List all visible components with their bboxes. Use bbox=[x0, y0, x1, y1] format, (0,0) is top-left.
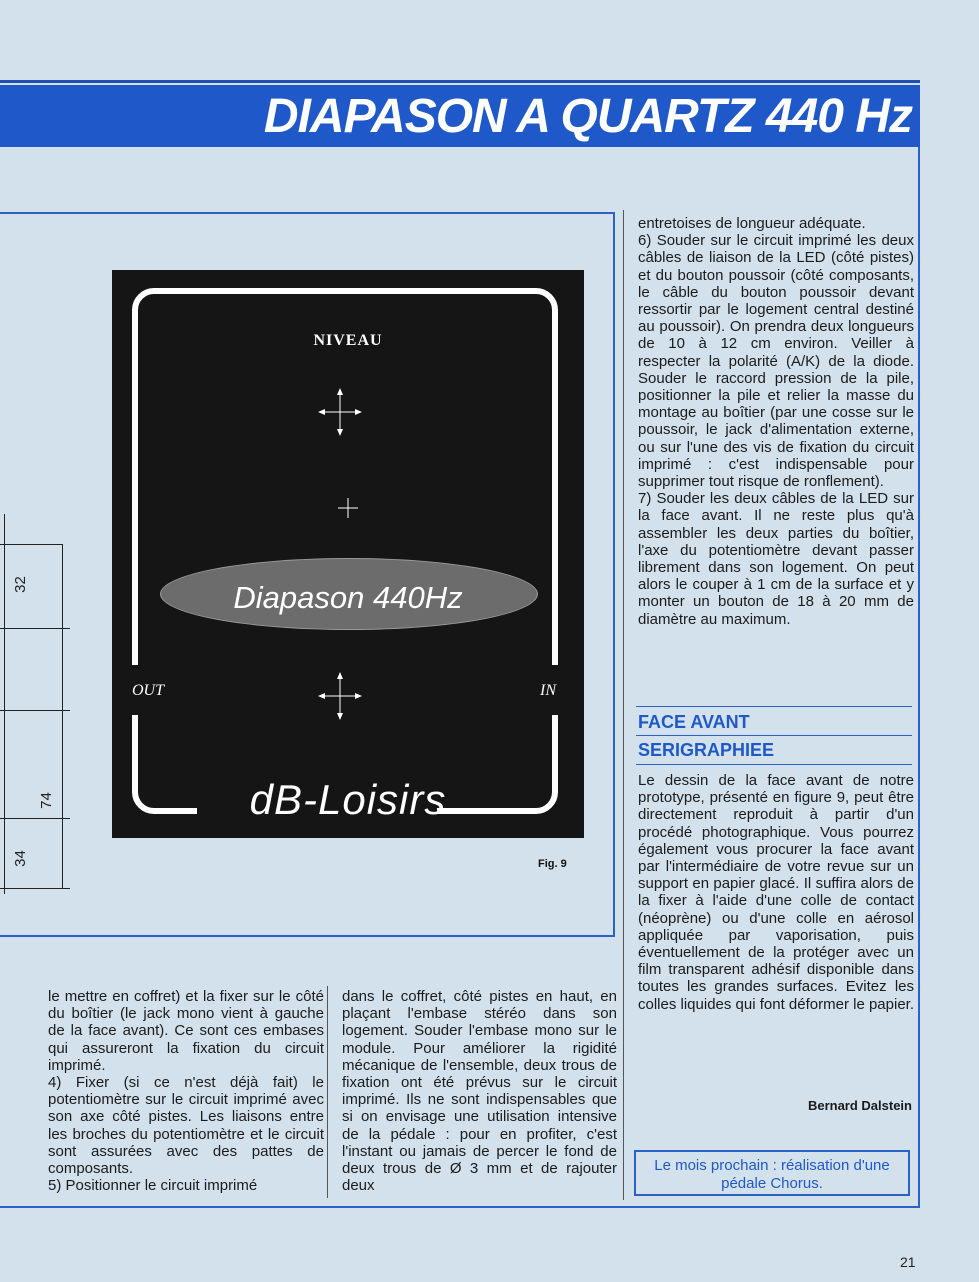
dimension-label: 32 bbox=[11, 576, 29, 593]
dimension-line bbox=[0, 544, 62, 545]
panel-label-niveau: NIVEAU bbox=[313, 332, 383, 349]
heading-rule bbox=[636, 764, 912, 765]
body-text: le mettre en coffret) et la fixer sur le côté du boîtier (le jack mono vient à gauche de la face avant). Ce sont ces embases qui assureront la fixation du circuit imprimé. 4) Fixer (si ce n'est déjà fait) le potentiomètre sur le circuit imprimé avec son axe côté pistes. Les liaisons entre les broches du potentiomètre et le circuit sont assurées avec des pattes de composants. 5) Positionner le circuit imprimé bbox=[48, 988, 324, 1195]
section-text bbox=[638, 772, 914, 1013]
panel-label-in: IN bbox=[540, 682, 556, 699]
text-column-3 bbox=[638, 215, 914, 628]
dimension-line bbox=[0, 888, 70, 889]
text-column-2 bbox=[342, 988, 617, 1194]
panel-label-out: OUT bbox=[132, 682, 165, 699]
dimension-line bbox=[0, 628, 70, 629]
title-banner bbox=[0, 85, 920, 147]
crosshair-arrows-icon bbox=[318, 670, 362, 722]
dimension-label: 34 bbox=[11, 850, 29, 867]
dimension-line bbox=[4, 514, 5, 894]
next-issue-text: Le mois prochain : réalisation d'une pédale Chorus. bbox=[654, 1157, 890, 1192]
body-text: entretoises de longueur adéquate. 6) Souder sur le circuit imprimé les deux câbles de liaison de la LED (côté pistes) et du bouton poussoir (côté composants, le câble du bouton poussoir devant ressortir par le logement central destiné au poussoir). On prendra deux longueurs de 10 à 12 cm environ. Veiller à respecter la polarité (A/K) de la diode. Souder le raccord pression de la pile, positionner la pile et relier la masse du montage au boîtier (par une cosse sur le poussoir, le jack d'alimentation externe, ou sur l'une des vis de fixation du circuit imprimé : c'est indispensable pour supprimer tout risque de ronflement). 7) Souder les deux câbles de la LED sur la face avant. Il ne reste plus qu'à assembler les deux parties du boîtier, l'axe du potentiomètre devant passer librement dans son logement. On peut alors le couper à 1 cm de la surface et y monter un bouton de 18 à 20 mm de diamètre au maximum. bbox=[638, 215, 914, 628]
page-number: 21 bbox=[900, 1254, 916, 1270]
crosshair-arrows-icon bbox=[318, 386, 362, 438]
dimension-label: 74 bbox=[37, 792, 55, 809]
next-issue-box bbox=[634, 1150, 910, 1196]
crosshair-icon bbox=[338, 498, 358, 518]
panel-device-name: Diapason 440Hz bbox=[233, 580, 463, 615]
section-heading-face-avant: FACE AVANT bbox=[638, 712, 750, 732]
heading-rule bbox=[636, 706, 912, 707]
body-text: dans le coffret, côté pistes en haut, en plaçant l'embase stéréo dans son logement. Souder l'embase mono sur le module. Pour améliorer la rigidité mécanique de l'ensemble, deux trous de fixation ont été prévus sur le circuit imprimé. Ils ne sont indispensables que si on envisage une utilisation intensive de la pédale : pour en profiter, c'est l'instant ou jamais de percer le fond de deux trous de Ø 3 mm et de rajouter deux bbox=[342, 988, 617, 1195]
figure-caption: Fig. 9 bbox=[538, 858, 567, 870]
text-column-1 bbox=[48, 988, 324, 1194]
frame-line-right bbox=[918, 147, 920, 1207]
author-name: Bernard Dalstein bbox=[807, 1098, 912, 1113]
panel-border bbox=[132, 288, 558, 814]
frame-line-bottom bbox=[0, 1206, 920, 1208]
column-separator bbox=[623, 210, 624, 1200]
body-text: Le dessin de la face avant de notre prototype, présenté en figure 9, peut être directement reproduit à partir d'un procédé photographique. Vous pourrez également vous procurer la face avant par l'intermédiaire de votre revue sur un support en papier glacé. Il suffira alors de la fixer à l'aide d'une colle de contact (néoprène) ou d'une colle en aérosol appliquée par vaporisation, puis éventuellement de la protéger avec un film transparent adhésif disponible dans toutes les grandes surfaces. Evitez les colles liquides qui font déformer le papier. bbox=[638, 772, 914, 1013]
dimension-line bbox=[0, 710, 70, 711]
dimension-line bbox=[62, 544, 63, 889]
page-title: DIAPASON A QUARTZ 440 Hz bbox=[263, 90, 912, 143]
section-heading-serigraphiee: SERIGRAPHIEE bbox=[638, 740, 775, 760]
dimension-line bbox=[0, 818, 70, 819]
front-panel-artwork bbox=[112, 270, 584, 838]
header-rule bbox=[0, 80, 920, 83]
panel-brand-logo: dB-Loisirs bbox=[249, 776, 447, 823]
column-separator bbox=[327, 986, 328, 1198]
